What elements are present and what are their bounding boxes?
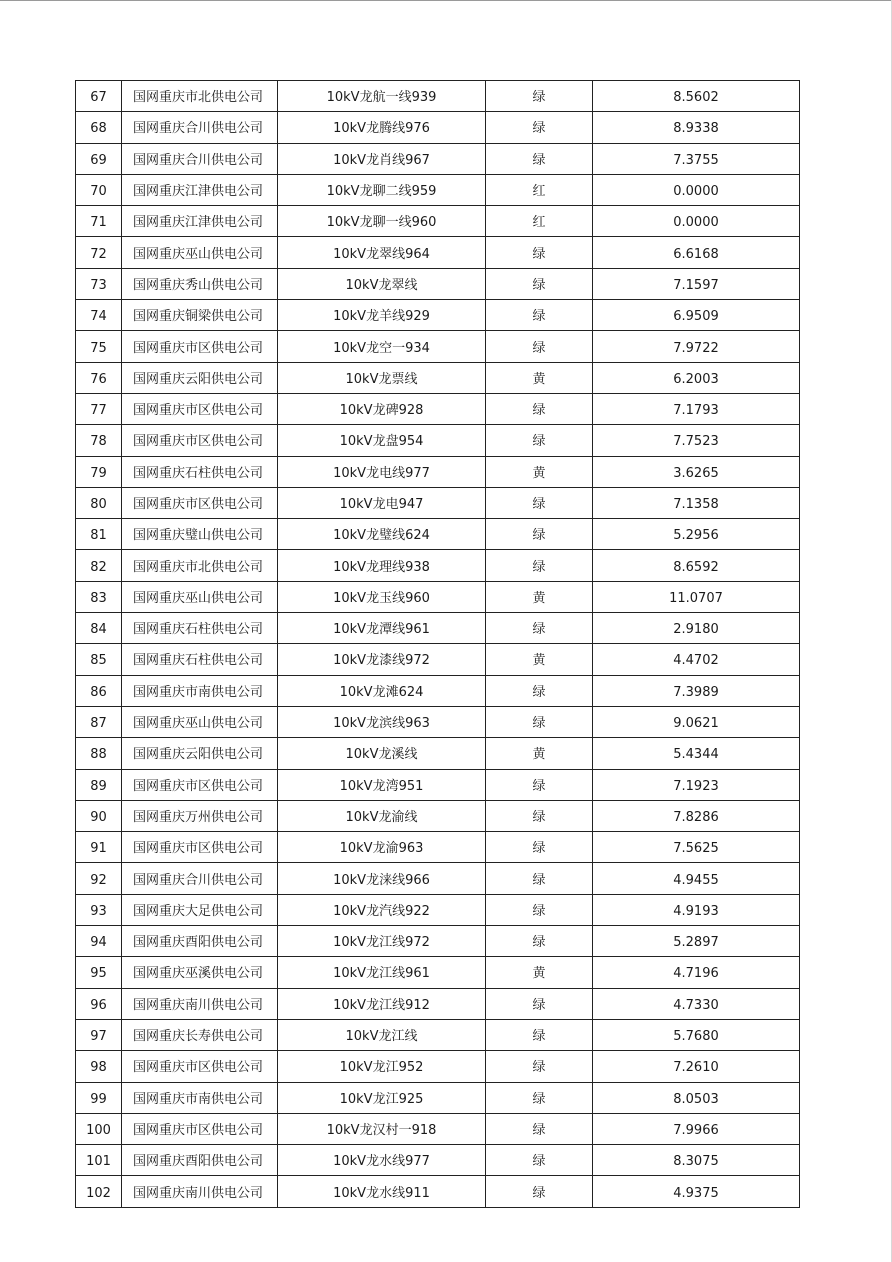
- status-cell: 绿: [486, 894, 593, 925]
- company-cell: 国网重庆合川供电公司: [122, 143, 278, 174]
- table-row: [76, 425, 800, 456]
- company-cell: 国网重庆市区供电公司: [122, 393, 278, 424]
- row-index-cell: 72: [76, 237, 122, 268]
- status-cell: 绿: [486, 926, 593, 957]
- row-index-cell: 74: [76, 300, 122, 331]
- line-name-cell: 10kV龙盘954: [278, 425, 486, 456]
- value-cell: 7.9722: [593, 331, 800, 362]
- row-index-cell: 94: [76, 926, 122, 957]
- line-name-cell: 10kV龙滩624: [278, 675, 486, 706]
- status-cell: 红: [486, 206, 593, 237]
- line-name-cell: 10kV龙江线: [278, 1019, 486, 1050]
- table-row: [76, 706, 800, 737]
- status-cell: 绿: [486, 237, 593, 268]
- value-cell: 4.7196: [593, 957, 800, 988]
- line-name-cell: 10kV龙水线977: [278, 1145, 486, 1176]
- value-cell: 8.9338: [593, 112, 800, 143]
- row-index-cell: 73: [76, 268, 122, 299]
- company-cell: 国网重庆市区供电公司: [122, 425, 278, 456]
- table-row: [76, 832, 800, 863]
- line-name-cell: 10kV龙潭线961: [278, 613, 486, 644]
- row-index-cell: 83: [76, 581, 122, 612]
- line-name-cell: 10kV龙江925: [278, 1082, 486, 1113]
- status-cell: 绿: [486, 331, 593, 362]
- row-index-cell: 68: [76, 112, 122, 143]
- company-cell: 国网重庆市北供电公司: [122, 81, 278, 112]
- table-row: [76, 988, 800, 1019]
- value-cell: 6.9509: [593, 300, 800, 331]
- value-cell: 4.7330: [593, 988, 800, 1019]
- company-cell: 国网重庆巫山供电公司: [122, 706, 278, 737]
- value-cell: 8.3075: [593, 1145, 800, 1176]
- value-cell: 6.6168: [593, 237, 800, 268]
- table-row: [76, 894, 800, 925]
- line-name-cell: 10kV龙票线: [278, 362, 486, 393]
- table-row: [76, 675, 800, 706]
- company-cell: 国网重庆江津供电公司: [122, 206, 278, 237]
- page-top-border: [0, 0, 892, 1]
- line-name-cell: 10kV龙羊线929: [278, 300, 486, 331]
- table-row: [76, 174, 800, 205]
- value-cell: 7.1923: [593, 769, 800, 800]
- value-cell: 4.9375: [593, 1176, 800, 1207]
- status-cell: 黄: [486, 738, 593, 769]
- company-cell: 国网重庆秀山供电公司: [122, 268, 278, 299]
- table-row: [76, 581, 800, 612]
- value-cell: 8.5602: [593, 81, 800, 112]
- table-row: [76, 957, 800, 988]
- row-index-cell: 79: [76, 456, 122, 487]
- company-cell: 国网重庆市北供电公司: [122, 550, 278, 581]
- line-name-cell: 10kV龙水线911: [278, 1176, 486, 1207]
- row-index-cell: 91: [76, 832, 122, 863]
- company-cell: 国网重庆长寿供电公司: [122, 1019, 278, 1050]
- value-cell: 4.9193: [593, 894, 800, 925]
- line-name-cell: 10kV龙江952: [278, 1051, 486, 1082]
- value-cell: 5.2897: [593, 926, 800, 957]
- company-cell: 国网重庆市区供电公司: [122, 331, 278, 362]
- value-cell: 4.4702: [593, 644, 800, 675]
- status-cell: 黄: [486, 456, 593, 487]
- row-index-cell: 80: [76, 487, 122, 518]
- row-index-cell: 71: [76, 206, 122, 237]
- row-index-cell: 97: [76, 1019, 122, 1050]
- status-cell: 绿: [486, 425, 593, 456]
- table-row: [76, 644, 800, 675]
- company-cell: 国网重庆合川供电公司: [122, 863, 278, 894]
- status-cell: 绿: [486, 1176, 593, 1207]
- value-cell: 5.2956: [593, 519, 800, 550]
- line-name-cell: 10kV龙溪线: [278, 738, 486, 769]
- status-cell: 绿: [486, 832, 593, 863]
- company-cell: 国网重庆巫山供电公司: [122, 237, 278, 268]
- row-index-cell: 67: [76, 81, 122, 112]
- line-name-cell: 10kV龙璧线624: [278, 519, 486, 550]
- company-cell: 国网重庆合川供电公司: [122, 112, 278, 143]
- status-cell: 绿: [486, 675, 593, 706]
- table-row: [76, 1019, 800, 1050]
- status-cell: 黄: [486, 362, 593, 393]
- company-cell: 国网重庆巫山供电公司: [122, 581, 278, 612]
- company-cell: 国网重庆石柱供电公司: [122, 613, 278, 644]
- table-row: [76, 300, 800, 331]
- status-cell: 绿: [486, 1113, 593, 1144]
- table-row: [76, 1082, 800, 1113]
- line-name-cell: 10kV龙江线972: [278, 926, 486, 957]
- row-index-cell: 89: [76, 769, 122, 800]
- value-cell: 3.6265: [593, 456, 800, 487]
- table-row: [76, 237, 800, 268]
- status-cell: 绿: [486, 487, 593, 518]
- company-cell: 国网重庆石柱供电公司: [122, 644, 278, 675]
- status-cell: 绿: [486, 706, 593, 737]
- status-cell: 绿: [486, 1051, 593, 1082]
- line-name-cell: 10kV龙江线961: [278, 957, 486, 988]
- line-name-cell: 10kV龙汽线922: [278, 894, 486, 925]
- company-cell: 国网重庆酉阳供电公司: [122, 1145, 278, 1176]
- row-index-cell: 69: [76, 143, 122, 174]
- row-index-cell: 88: [76, 738, 122, 769]
- company-cell: 国网重庆市区供电公司: [122, 769, 278, 800]
- row-index-cell: 99: [76, 1082, 122, 1113]
- line-name-cell: 10kV龙湾951: [278, 769, 486, 800]
- table-row: [76, 1113, 800, 1144]
- line-name-cell: 10kV龙玉线960: [278, 581, 486, 612]
- value-cell: 7.1793: [593, 393, 800, 424]
- line-name-cell: 10kV龙空一934: [278, 331, 486, 362]
- value-cell: 7.2610: [593, 1051, 800, 1082]
- status-cell: 绿: [486, 550, 593, 581]
- value-cell: 2.9180: [593, 613, 800, 644]
- table-row: [76, 550, 800, 581]
- table-row: [76, 613, 800, 644]
- line-name-cell: 10kV龙腾线976: [278, 112, 486, 143]
- table-row: [76, 143, 800, 174]
- status-cell: 绿: [486, 112, 593, 143]
- status-cell: 黄: [486, 581, 593, 612]
- row-index-cell: 98: [76, 1051, 122, 1082]
- company-cell: 国网重庆万州供电公司: [122, 800, 278, 831]
- company-cell: 国网重庆铜梁供电公司: [122, 300, 278, 331]
- company-cell: 国网重庆云阳供电公司: [122, 362, 278, 393]
- company-cell: 国网重庆市区供电公司: [122, 1051, 278, 1082]
- status-cell: 绿: [486, 1082, 593, 1113]
- line-name-cell: 10kV龙聊一线960: [278, 206, 486, 237]
- row-index-cell: 87: [76, 706, 122, 737]
- line-name-cell: 10kV龙翠线: [278, 268, 486, 299]
- line-name-cell: 10kV龙渝963: [278, 832, 486, 863]
- value-cell: 7.9966: [593, 1113, 800, 1144]
- row-index-cell: 82: [76, 550, 122, 581]
- table-row: [76, 769, 800, 800]
- row-index-cell: 102: [76, 1176, 122, 1207]
- table-row: [76, 206, 800, 237]
- value-cell: 8.6592: [593, 550, 800, 581]
- row-index-cell: 95: [76, 957, 122, 988]
- table-row: [76, 268, 800, 299]
- company-cell: 国网重庆市南供电公司: [122, 1082, 278, 1113]
- row-index-cell: 78: [76, 425, 122, 456]
- status-cell: 绿: [486, 1145, 593, 1176]
- line-name-cell: 10kV龙江线912: [278, 988, 486, 1019]
- line-name-cell: 10kV龙漆线972: [278, 644, 486, 675]
- line-name-cell: 10kV龙翠线964: [278, 237, 486, 268]
- status-cell: 绿: [486, 300, 593, 331]
- table-row: [76, 926, 800, 957]
- line-name-cell: 10kV龙理线938: [278, 550, 486, 581]
- row-index-cell: 70: [76, 174, 122, 205]
- table-row: [76, 393, 800, 424]
- value-cell: 7.5625: [593, 832, 800, 863]
- table-body: [76, 81, 800, 1208]
- company-cell: 国网重庆璧山供电公司: [122, 519, 278, 550]
- table-row: [76, 362, 800, 393]
- company-cell: 国网重庆酉阳供电公司: [122, 926, 278, 957]
- table-row: [76, 519, 800, 550]
- status-cell: 黄: [486, 644, 593, 675]
- status-cell: 绿: [486, 1019, 593, 1050]
- line-name-cell: 10kV龙聊二线959: [278, 174, 486, 205]
- company-cell: 国网重庆巫溪供电公司: [122, 957, 278, 988]
- line-name-cell: 10kV龙电线977: [278, 456, 486, 487]
- value-cell: 0.0000: [593, 206, 800, 237]
- company-cell: 国网重庆云阳供电公司: [122, 738, 278, 769]
- row-index-cell: 96: [76, 988, 122, 1019]
- line-name-cell: 10kV龙肖线967: [278, 143, 486, 174]
- row-index-cell: 86: [76, 675, 122, 706]
- table-row: [76, 800, 800, 831]
- company-cell: 国网重庆江津供电公司: [122, 174, 278, 205]
- row-index-cell: 92: [76, 863, 122, 894]
- row-index-cell: 101: [76, 1145, 122, 1176]
- value-cell: 4.9455: [593, 863, 800, 894]
- table-row: [76, 1051, 800, 1082]
- line-name-cell: 10kV龙渝线: [278, 800, 486, 831]
- row-index-cell: 90: [76, 800, 122, 831]
- status-cell: 绿: [486, 800, 593, 831]
- row-index-cell: 75: [76, 331, 122, 362]
- value-cell: 0.0000: [593, 174, 800, 205]
- status-cell: 绿: [486, 988, 593, 1019]
- feeder-data-table: [75, 80, 800, 1208]
- company-cell: 国网重庆南川供电公司: [122, 1176, 278, 1207]
- row-index-cell: 100: [76, 1113, 122, 1144]
- table-row: [76, 1176, 800, 1207]
- status-cell: 绿: [486, 613, 593, 644]
- row-index-cell: 76: [76, 362, 122, 393]
- status-cell: 绿: [486, 143, 593, 174]
- status-cell: 红: [486, 174, 593, 205]
- status-cell: 黄: [486, 957, 593, 988]
- company-cell: 国网重庆市区供电公司: [122, 1113, 278, 1144]
- status-cell: 绿: [486, 519, 593, 550]
- line-name-cell: 10kV龙滨线963: [278, 706, 486, 737]
- value-cell: 6.2003: [593, 362, 800, 393]
- status-cell: 绿: [486, 863, 593, 894]
- company-cell: 国网重庆市南供电公司: [122, 675, 278, 706]
- row-index-cell: 77: [76, 393, 122, 424]
- table-row: [76, 487, 800, 518]
- row-index-cell: 84: [76, 613, 122, 644]
- company-cell: 国网重庆大足供电公司: [122, 894, 278, 925]
- value-cell: 5.7680: [593, 1019, 800, 1050]
- table-row: [76, 456, 800, 487]
- line-name-cell: 10kV龙电947: [278, 487, 486, 518]
- line-name-cell: 10kV龙汉村一918: [278, 1113, 486, 1144]
- row-index-cell: 93: [76, 894, 122, 925]
- table-row: [76, 738, 800, 769]
- table-row: [76, 863, 800, 894]
- status-cell: 绿: [486, 268, 593, 299]
- line-name-cell: 10kV龙航一线939: [278, 81, 486, 112]
- table-row: [76, 112, 800, 143]
- company-cell: 国网重庆市区供电公司: [122, 487, 278, 518]
- value-cell: 7.3989: [593, 675, 800, 706]
- status-cell: 绿: [486, 769, 593, 800]
- value-cell: 7.7523: [593, 425, 800, 456]
- status-cell: 绿: [486, 393, 593, 424]
- line-name-cell: 10kV龙涞线966: [278, 863, 486, 894]
- value-cell: 7.1358: [593, 487, 800, 518]
- company-cell: 国网重庆石柱供电公司: [122, 456, 278, 487]
- value-cell: 9.0621: [593, 706, 800, 737]
- value-cell: 7.8286: [593, 800, 800, 831]
- status-cell: 绿: [486, 81, 593, 112]
- company-cell: 国网重庆市区供电公司: [122, 832, 278, 863]
- value-cell: 7.1597: [593, 268, 800, 299]
- table-row: [76, 81, 800, 112]
- row-index-cell: 85: [76, 644, 122, 675]
- value-cell: 5.4344: [593, 738, 800, 769]
- table-row: [76, 1145, 800, 1176]
- table-row: [76, 331, 800, 362]
- value-cell: 8.0503: [593, 1082, 800, 1113]
- line-name-cell: 10kV龙碑928: [278, 393, 486, 424]
- row-index-cell: 81: [76, 519, 122, 550]
- value-cell: 7.3755: [593, 143, 800, 174]
- company-cell: 国网重庆南川供电公司: [122, 988, 278, 1019]
- value-cell: 11.0707: [593, 581, 800, 612]
